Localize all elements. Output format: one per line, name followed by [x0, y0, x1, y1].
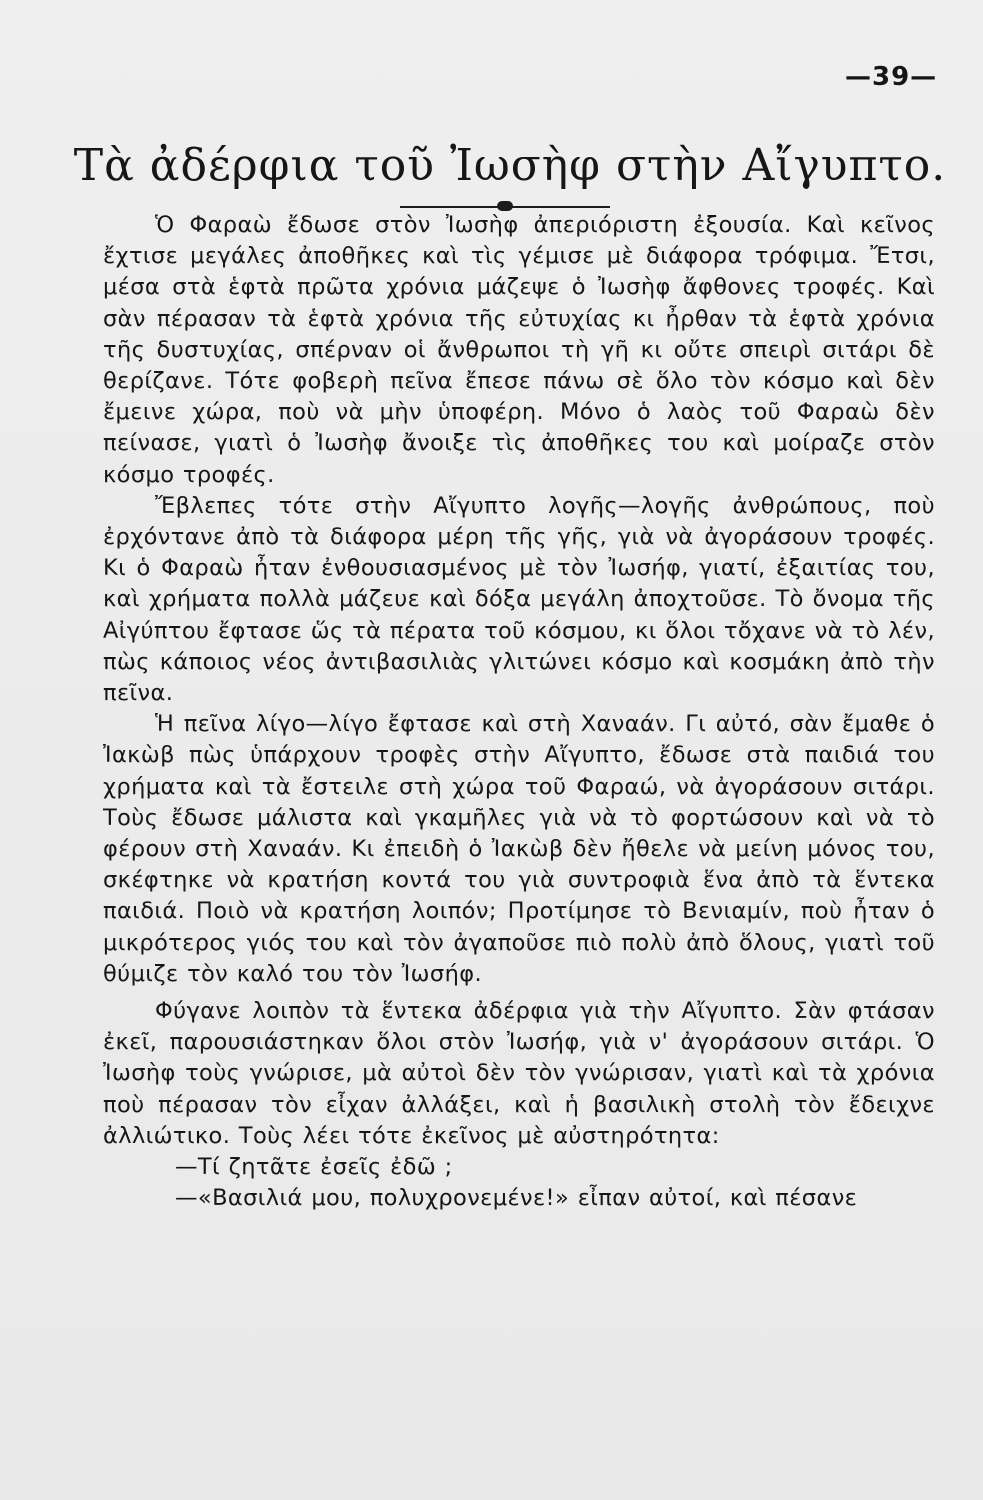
chapter-title: Τὰ ἀδέρφια τοῦ Ἰωσὴφ στὴν Αἴγυπτο.	[73, 140, 947, 191]
dialogue-line-1: —Τί ζητᾶτε ἐσεῖς ἐδῶ ;	[175, 1154, 453, 1181]
paragraph-2: Ἔβλεπες τότε στὴν Αἴγυπτο λογῆς—λογῆς ἀνθρώπους, ποὺ ἐρχόντανε ἀπὸ τὰ διάφορα μέρη τῆς γῆς, γιὰ νὰ ἀγοράσουν τροφές. Κι ὁ Φαραὼ ἦταν ἐνθουσιασμένος μὲ τὸν Ἰωσήφ, γιατί, ἐξαιτίας του, καὶ χρήματα πολλὰ μάζευε καὶ δόξα μεγάλη ἀποχτοῦσε. Τὸ ὄνομα τῆς Αἰγύπτου ἔφτασε ὥς τὰ πέρατα τοῦ κόσμου, κι ὅλοι τὄχανε νὰ τὸ λέν, πὼς κάποιος νέος ἀντιβασιλιὰς γλιτώνει κόσμο καὶ κοσμάκη ἀπὸ τὴν πεῖνα.	[103, 492, 935, 707]
paragraph-1: Ὁ Φαραὼ ἔδωσε στὸν Ἰωσὴφ ἀπεριόριστη ἐξουσία. Καὶ κεῖνος ἔχτισε μεγάλες ἀποθῆκες καὶ τὶς γέμισε μὲ διάφορα τρόφιμα. Ἔτσι, μέσα στὰ ἑφτὰ πρῶτα χρόνια μάζεψε ὁ Ἰωσὴφ ἄφθονες τροφές. Καὶ σὰν πέρασαν τὰ ἑφτὰ χρόνια τῆς εὐτυχίας κι ἦρθαν τὰ ἑφτὰ χρόνια τῆς δυστυχίας, σπέρναν οἱ ἄνθρωποι τὴ γῆ κι οὔτε σπειρὶ σιτάρι δὲ θερίζανε. Τότε φοβερὴ πεῖνα ἔπεσε πάνω σὲ ὅλο τὸν κόσμο καὶ δὲν ἔμεινε χώρα, ποὺ νὰ μὴν ὑποφέρη. Μόνο ὁ λαὸς τοῦ Φαραὼ δὲν πείνασε, γιατὶ ὁ Ἰωσὴφ ἄνοιξε τὶς ἀποθῆκες του καὶ μοίραζε στὸν κόσμο τροφές.	[103, 212, 935, 488]
paragraph-3: Ἡ πεῖνα λίγο—λίγο ἔφτασε καὶ στὴ Χαναάν. Γι αὐτό, σὰν ἔμαθε ὁ Ἰακὼβ πὼς ὑπάρχουν τροφὲς στὴν Αἴγυπτο, ἔδωσε στὰ παιδιά του χρήματα καὶ τὰ ἔστειλε στὴ χώρα τοῦ Φαραώ, νὰ ἀγοράσουν σιτάρι. Τοὺς ἔδωσε μάλιστα καὶ γκαμῆλες γιὰ νὰ τὸ φορτώσουν καὶ νὰ τὸ φέρουν στὴ Χαναάν. Κι ἐπειδὴ ὁ Ἰακὼβ δὲν ἤθελε νὰ μείνη μόνος του, σκέφτηκε νὰ κρατήση κοντά του γιὰ συντροφιὰ ἕνα ἀπὸ τὰ ἕντεκα παιδιά. Ποιὸ νὰ κρατήση λοιπόν; Προτίμησε τὸ Βενιαμίν, ποὺ ἦταν ὁ μικρότερος γιός του καὶ τὸν ἀγαποῦσε πιὸ πολὺ ἀπὸ ὅλους, γιατὶ τοῦ θύμιζε τὸν καλό του τὸν Ἰωσήφ.	[103, 711, 935, 987]
dialogue-line-2: —«Βασιλιά μου, πολυχρονεμένε!» εἶπαν αὐτοί, καὶ πέσανε	[175, 1185, 858, 1212]
paragraph-4: Φύγανε λοιπὸν τὰ ἕντεκα ἀδέρφια γιὰ τὴν Αἴγυπτο. Σὰν φτάσαν ἐκεῖ, παρουσιάστηκαν ὅλοι στὸν Ἰωσήφ, γιὰ ν' ἀγοράσουν σιτάρι. Ὁ Ἰωσὴφ τοὺς γνώρισε, μὰ αὐτοὶ δὲν τὸν γνώρισαν, γιατὶ καὶ τὰ χρόνια ποὺ πέρασαν τὸν εἶχαν ἀλλάξει, καὶ ἡ βασιλικὴ στολὴ τὸν ἔδειχνε ἀλλιώτικο. Τοὺς λέει τότε ἐκεῖνος μὲ αὐστηρότητα:	[103, 998, 935, 1149]
chapter-body	[103, 210, 935, 1215]
page-number: —39—	[845, 62, 938, 92]
